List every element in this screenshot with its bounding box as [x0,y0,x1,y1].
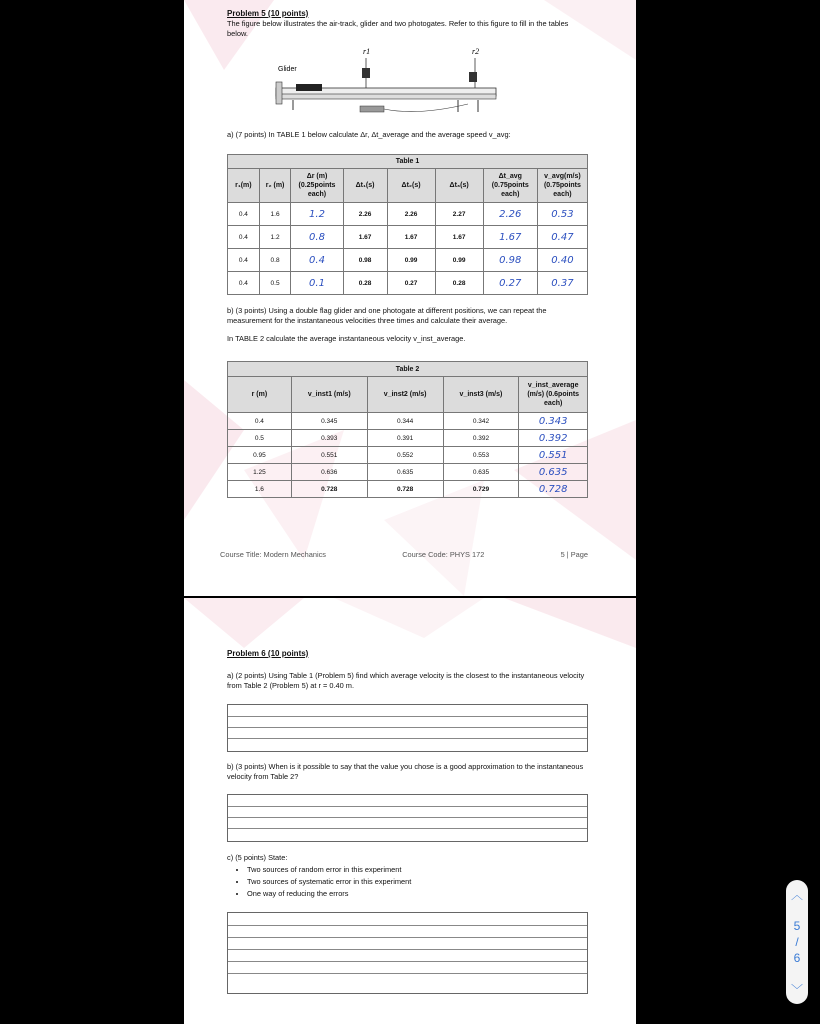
table-1-cell-t2: 0.99 [387,249,435,272]
table-1-cell-vavg: 0.40 [537,249,587,272]
table-1-cell-tavg: 2.26 [483,203,537,226]
problem-5-title: Problem 5 (10 points) [227,9,309,18]
table-2-caption: Table 2 [228,362,588,377]
table-1-cell-t3: 0.99 [435,249,483,272]
problem-6-part-c: c) (5 points) State: [227,853,288,862]
table-1-cell-r2: 1.6 [259,203,291,226]
table-1-row [228,226,588,249]
table-1-header: r₂ (m) [259,169,291,203]
table-1-cell-r2: 1.2 [259,226,291,249]
table-2-cell-vavg: 0.728 [519,481,588,498]
table-1-cell-r2: 0.5 [259,272,291,295]
table-2-cell-v2: 0.635 [367,464,443,481]
footer-page-number: 5 | Page [560,550,588,559]
table-1-cell-t1: 0.98 [343,249,387,272]
table-1-cell-t3: 1.67 [435,226,483,249]
table-1-header: Δt₃(s) [435,169,483,203]
table-1-header: Δt₂(s) [387,169,435,203]
bullet-item: • One way of reducing the errors [247,889,588,899]
table-2-cell-r: 0.4 [228,413,292,430]
table-1-cell-dr: 0.1 [291,272,343,295]
footer-course-code: Course Code: PHYS 172 [402,550,485,559]
total-pages: 6 [793,951,801,965]
table-1-row [228,249,588,272]
table-1-cell-vavg: 0.47 [537,226,587,249]
table-2-cell-v1: 0.345 [291,413,367,430]
part-a-prompt: a) (7 points) In TABLE 1 below calculate Δr, Δt_average and the average speed v_avg: [227,130,511,139]
table-1-cell-t2: 1.67 [387,226,435,249]
table-2-cell-r: 1.25 [228,464,292,481]
table-1-cell-r1: 0.4 [228,249,260,272]
table-1-header: Δt_avg (0.75points each) [483,169,537,203]
answer-box-b[interactable] [227,794,588,842]
table-2-header: v_inst3 (m/s) [443,377,519,413]
chevron-up-icon[interactable]: ︿ [790,888,803,902]
table-1-header: Δt₁(s) [343,169,387,203]
table-1-cell-t1: 1.67 [343,226,387,249]
table-1-cell-t1: 0.28 [343,272,387,295]
table-1-cell-t2: 0.27 [387,272,435,295]
part-b-instruction: In TABLE 2 calculate the average instantaneous velocity v_inst_average. [227,334,466,343]
page-footer [220,550,588,559]
glider-label: Glider [278,66,297,73]
table-1-cell-dr: 0.8 [291,226,343,249]
part-b-prompt: b) (3 points) Using a double flag glider and one photogate at different positions, we can repeat the measurement for the instantaneous velocities three times and calculate their average. [227,306,547,325]
table-1-cell-r2: 0.8 [259,249,291,272]
table-2-cell-v3: 0.342 [443,413,519,430]
answer-box-a[interactable] [227,704,588,752]
table-1-cell-vavg: 0.53 [537,203,587,226]
table-1-caption: Table 1 [228,155,588,169]
table-1-cell-vavg: 0.37 [537,272,587,295]
document-page-6 [184,598,636,1024]
table-2-header: v_inst2 (m/s) [367,377,443,413]
table-1-cell-t1: 2.26 [343,203,387,226]
table-1-header: v_avg(m/s) (0.75points each) [537,169,587,203]
r1-label: r1 [363,47,371,56]
current-page: 5 [793,919,801,933]
table-2-row [228,447,588,464]
problem-6-part-b: b) (3 points) When is it possible to say that the value you chose is a good approximation to the instantaneous velocity from Table 2? [227,762,584,781]
table-2-cell-v2: 0.344 [367,413,443,430]
table-1-cell-tavg: 1.67 [483,226,537,249]
chevron-down-icon[interactable]: ﹀ [790,983,803,997]
table-2-cell-v2: 0.552 [367,447,443,464]
table-1-row [228,203,588,226]
table-2-cell-v3: 0.635 [443,464,519,481]
problem-5-intro: The figure below illustrates the air-track, glider and two photogates. Refer to this figure to fill in the tables below. [227,19,569,38]
problem-6-title: Problem 6 (10 points) [227,649,309,658]
table-2-cell-v2: 0.391 [367,430,443,447]
table-1-cell-tavg: 0.27 [483,272,537,295]
table-2-header: v_inst_average (m/s) (0.6points each) [519,377,588,413]
table-1-cell-t2: 2.26 [387,203,435,226]
table-2-row [228,464,588,481]
table-2-cell-v2: 0.728 [367,481,443,498]
table-1-cell-t3: 0.28 [435,272,483,295]
table-1-header: r₁(m) [228,169,260,203]
table-1-cell-r1: 0.4 [228,203,260,226]
table-2-row [228,413,588,430]
table-1-cell-dr: 1.2 [291,203,343,226]
table-2-header: v_inst1 (m/s) [291,377,367,413]
table-2-row [228,430,588,447]
table-2-header: r (m) [228,377,292,413]
table-1-cell-r1: 0.4 [228,226,260,249]
table-2-cell-r: 1.6 [228,481,292,498]
footer-course-title: Course Title: Modern Mechanics [220,550,326,559]
page-navigator [786,880,808,1004]
table-1-cell-t3: 2.27 [435,203,483,226]
page-separator: / [795,935,799,949]
table-1-cell-r1: 0.4 [228,272,260,295]
table-1-row [228,272,588,295]
bullet-item: • Two sources of random error in this experiment [247,865,588,875]
table-2 [227,361,588,498]
answer-box-c[interactable] [227,912,588,994]
table-2-cell-v1: 0.551 [291,447,367,464]
table-2-cell-vavg: 0.635 [519,464,588,481]
r2-label: r2 [472,47,480,56]
bullet-item: • Two sources of systematic error in this experiment [247,877,588,887]
table-2-cell-r: 0.5 [228,430,292,447]
air-track-figure [268,44,508,122]
problem-6-part-a: a) (2 points) Using Table 1 (Problem 5) find which average velocity is the closest to the instantaneous velocity from Table 2 (Problem 5) at r = 0.40 m. [227,671,585,690]
table-2-cell-vavg: 0.551 [519,447,588,464]
table-2-row [228,481,588,498]
table-1-cell-dr: 0.4 [291,249,343,272]
table-2-cell-vavg: 0.343 [519,413,588,430]
table-2-cell-vavg: 0.392 [519,430,588,447]
table-1-cell-tavg: 0.98 [483,249,537,272]
table-2-cell-v1: 0.393 [291,430,367,447]
table-1 [227,154,588,295]
table-2-cell-v1: 0.636 [291,464,367,481]
document-page-5 [184,0,636,596]
table-2-cell-v3: 0.392 [443,430,519,447]
table-1-header: Δr (m) (0.25points each) [291,169,343,203]
table-2-cell-v3: 0.729 [443,481,519,498]
table-2-cell-v3: 0.553 [443,447,519,464]
table-2-cell-v1: 0.728 [291,481,367,498]
table-2-cell-r: 0.95 [228,447,292,464]
